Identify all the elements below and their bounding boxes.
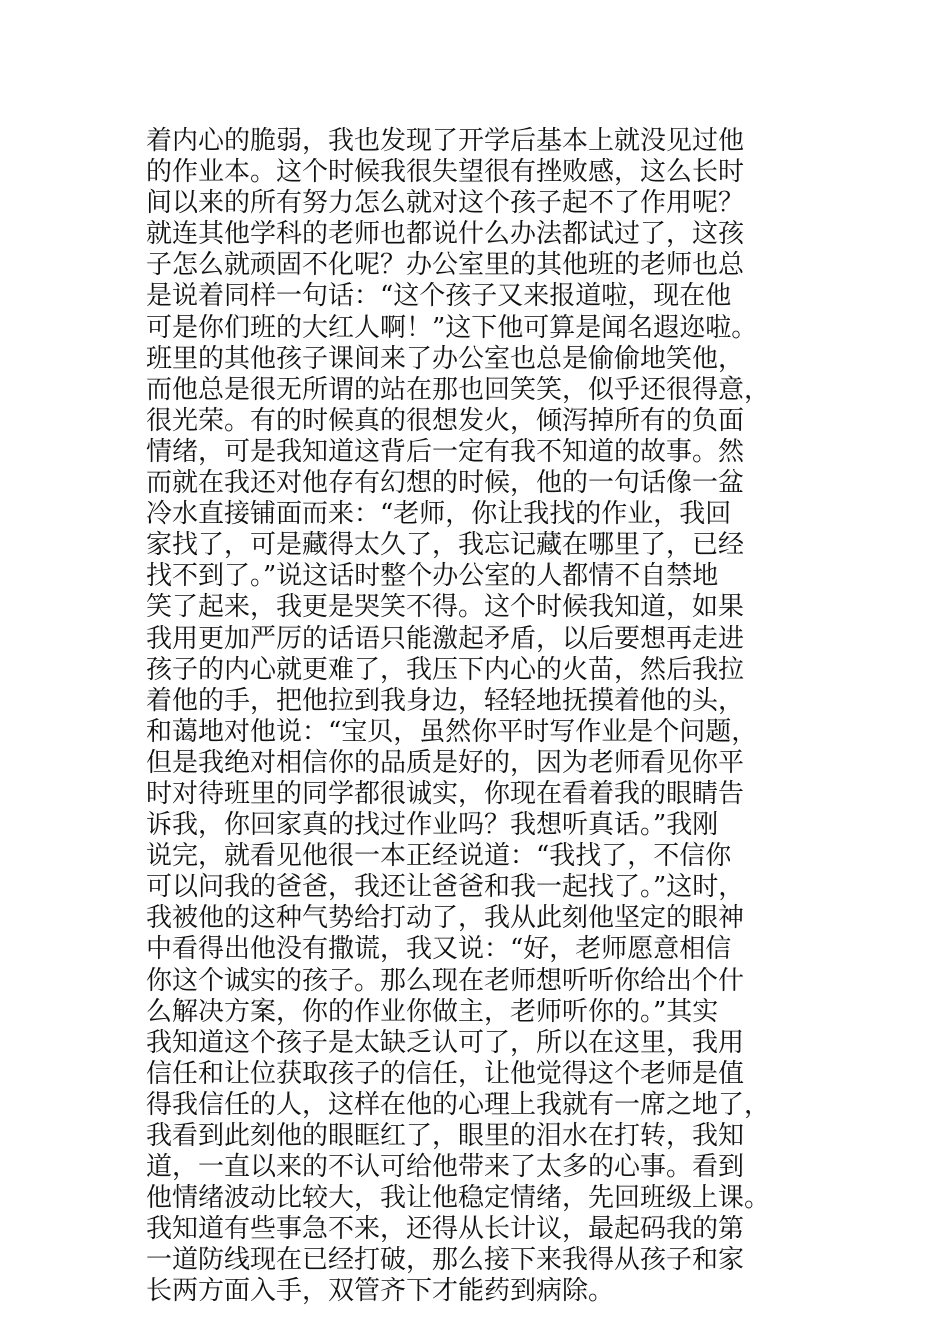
text-line: 和蔼地对他说：“宝贝，虽然你平时写作业是个问题， <box>146 716 758 747</box>
body-text <box>146 126 836 1308</box>
text-line: 而就在我还对他存有幻想的时候，他的一句话像一盆 <box>146 468 745 499</box>
text-line: 得我信任的人，这样在他的心理上我就有一席之地了， <box>146 1089 771 1120</box>
text-line: 你这个诚实的孩子。那么现在老师想听听你给出个什 <box>146 965 745 996</box>
text-line: 我用更加严厉的话语只能激起矛盾，以后要想再走进 <box>146 623 745 654</box>
text-line: 一道防线现在已经打破，那么接下来我得从孩子和家 <box>146 1245 745 1276</box>
text-line: 子怎么就顽固不化呢？办公室里的其他班的老师也总 <box>146 250 745 281</box>
text-line: 的作业本。这个时候我很失望很有挫败感，这么长时 <box>146 157 745 188</box>
text-line: 我看到此刻他的眼眶红了，眼里的泪水在打转，我知 <box>146 1121 745 1151</box>
text-line: 信任和让位获取孩子的信任，让他觉得这个老师是值 <box>146 1058 745 1089</box>
text-line: 诉我，你回家真的找过作业吗？我想听真话。”我刚 <box>146 810 719 841</box>
text-line: 时对待班里的同学都很诚实，你现在看着我的眼睛告 <box>146 778 745 809</box>
text-line: 着内心的脆弱，我也发现了开学后基本上就没见过他 <box>146 126 745 156</box>
text-line: 可以问我的爸爸，我还让爸爸和我一起找了。”这时， <box>146 872 745 903</box>
text-line: 班里的其他孩子课间来了办公室也总是偷偷地笑他， <box>146 343 745 374</box>
text-line: 而他总是很无所谓的站在那也回笑笑，似乎还很得意， <box>146 374 771 405</box>
text-line: 但是我绝对相信你的品质是好的，因为老师看见你平 <box>146 747 745 778</box>
text-line: 很光荣。有的时候真的很想发火，倾泻掉所有的负面 <box>146 405 745 436</box>
text-line: 他情绪波动比较大，我让他稳定情绪，先回班级上课。 <box>146 1183 771 1214</box>
text-line: 家找了，可是藏得太久了，我忘记藏在哪里了，已经 <box>146 530 745 561</box>
text-line: 长两方面入手，双管齐下才能药到病除。 <box>146 1276 615 1307</box>
text-line: 情绪，可是我知道这背后一定有我不知道的故事。然 <box>146 436 745 467</box>
text-line: 中看得出他没有撒谎，我又说：“好，老师愿意相信 <box>146 934 732 965</box>
text-line: 我知道这个孩子是太缺乏认可了，所以在这里，我用 <box>146 1027 745 1058</box>
text-line: 可是你们班的大红人啊！”这下他可算是闻名遐迩啦。 <box>146 312 758 343</box>
text-line: 冷水直接铺面而来：“老师，你让我找的作业，我回 <box>146 499 732 530</box>
text-line: 孩子的内心就更难了，我压下内心的火苗，然后我拉 <box>146 654 745 685</box>
text-line: 说完，就看见他很一本正经说道：“我找了，不信你 <box>146 841 732 872</box>
text-line: 着他的手，把他拉到我身边，轻轻地抚摸着他的头， <box>146 685 745 716</box>
text-line: 找不到了。”说这话时整个办公室的人都情不自禁地 <box>146 561 719 592</box>
text-line: 就连其他学科的老师也都说什么办法都试过了，这孩 <box>146 219 745 250</box>
text-line: 我被他的这种气势给打动了，我从此刻他坚定的眼神 <box>146 903 745 934</box>
text-line: 间以来的所有努力怎么就对这个孩子起不了作用呢？ <box>146 188 745 219</box>
text-line: 笑了起来，我更是哭笑不得。这个时候我知道，如果 <box>146 592 745 623</box>
text-line: 道，一直以来的不认可给他带来了太多的心事。看到 <box>146 1152 745 1183</box>
text-line: 我知道有些事急不来，还得从长计议，最起码我的第 <box>146 1214 745 1245</box>
text-line: 是说着同样一句话：“这个孩子又来报道啦，现在他 <box>146 281 732 312</box>
text-line: 么解决方案，你的作业你做主，老师听你的。”其实 <box>146 996 719 1027</box>
